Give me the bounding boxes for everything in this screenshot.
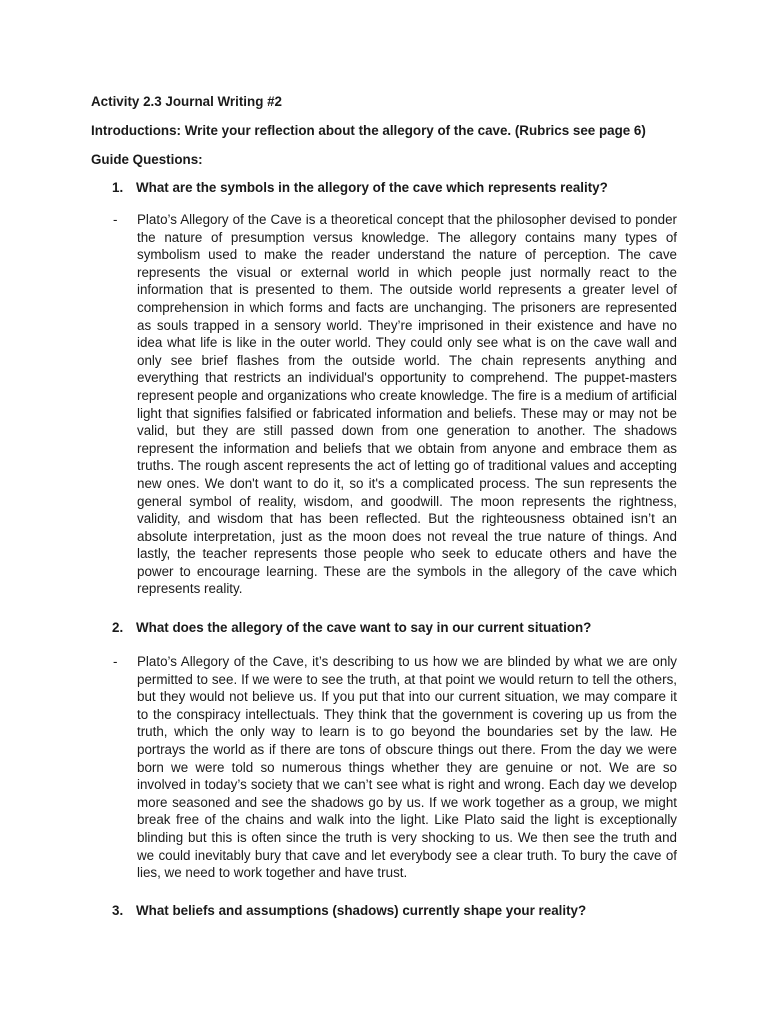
activity-title: Activity 2.3 Journal Writing #2 — [91, 94, 282, 109]
answer-2 — [113, 653, 677, 882]
answer-2-text: Plato’s Allegory of the Cave, it’s describing to us how we are blinded by what we are only permitted to see. If we were to see the truth, at that point we would return to tell the others, but they would not believe us. If you put that into our current situation, we may compare it to the conspiracy intellectuals. They think that the government is covering up us from the truth, which the only way to learn is to go beyond the boundaries set by the law. He portrays the world as if there are tons of obscure things out there. From the day we were born we were told so numerous things whether they are genuine or not. We are so involved in today’s society that we can’t see what is right and wrong. Each day we develop more seasoned and see the shadows go by us. If we work together as a group, we might break free of the chains and walk into the light. Like Plato said the light is exceptionally blinding but this is often since the truth is very shocking to us. We then see the truth and we could inevitably bury that cave and let everybody see a clear truth. To bury the cave of lies, we need to work together and have trust. — [137, 654, 677, 881]
question-2-number: 2. — [112, 620, 124, 635]
introductions-line: Introductions: Write your reflection about the allegory of the cave. (Rubrics see page 6) — [91, 123, 646, 138]
question-3-number: 3. — [112, 903, 124, 918]
question-3-text: What beliefs and assumptions (shadows) currently shape your reality? — [136, 903, 587, 918]
question-1-text: What are the symbols in the allegory of the cave which represents reality? — [136, 180, 608, 195]
answer-1-text: Plato’s Allegory of the Cave is a theoretical concept that the philosopher devised to ponder the nature of presumption versus knowledge. The allegory contains many types of symbolism used to make the reader understand the nature of perception. The cave represents the visual or external world in which people just normally react to the information that is presented to them. The outside world represents a greater level of comprehension in which forms and facts are unchanging. The prisoners are represented as souls trapped in a sensory world. They’re imprisoned in their existence and have no idea what life is like in the outer world. They could only see what is on the cave wall and only see brief flashes from the outside world. The chain represents anything and everything that restricts an individual's opportunity to comprehend. The puppet-masters represent people and organizations who create knowledge. The fire is a medium of artificial light that signifies falsified or fabricated information and beliefs. These may or may not be valid, but they are still passed down from one generation to another. The shadows represent the information and beliefs that we obtain from anyone and embrace them as truths. The rough ascent represents the act of letting go of traditional values and accepting new ones. We don't want to do it, so it's a complicated process. The sun represents the general symbol of reality, wisdom, and goodwill. The moon represents the rightness, validity, and wisdom that has been reflected. But the righteousness obtained isn’t an absolute interpretation, just as the moon does not reveal the true nature of things. And lastly, the teacher represents those people who seek to educate others and have the power to encourage learning. These are the symbols in the allegory of the cave which represents reality. — [137, 212, 677, 597]
question-2 — [112, 619, 591, 636]
guide-questions-label: Guide Questions: — [91, 152, 203, 167]
question-1 — [112, 179, 608, 196]
answer-1 — [113, 211, 677, 598]
question-3 — [112, 902, 586, 919]
answer-2-bullet: - — [113, 654, 118, 669]
question-2-text: What does the allegory of the cave want to say in our current situation? — [136, 620, 592, 635]
answer-1-bullet: - — [113, 212, 118, 227]
question-1-number: 1. — [112, 180, 124, 195]
